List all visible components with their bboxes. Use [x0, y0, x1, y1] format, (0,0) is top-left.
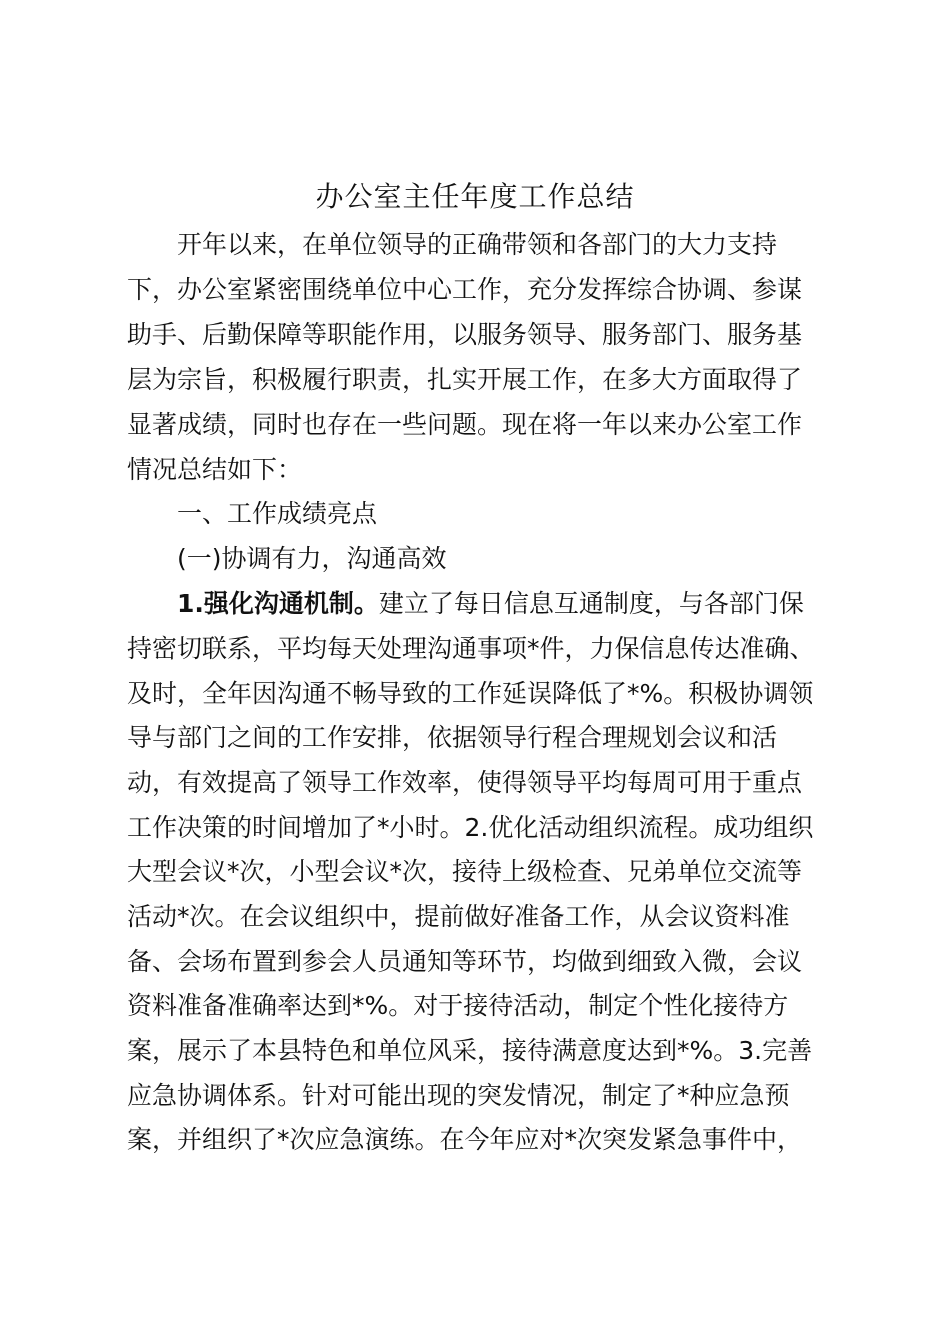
paragraph-line: 备、会场布置到参会人员通知等环节，均做到细致入微，会议: [127, 947, 803, 976]
paragraph-line: 开年以来，在单位领导的正确带领和各部门的大力支持: [177, 230, 778, 259]
paragraph-text: 建立了每日信息互通制度，与各部门保: [378, 589, 804, 618]
paragraph-line: 导与部门之间的工作安排，依据领导行程合理规划会议和活: [127, 723, 778, 752]
paragraph-line: 案，展示了本县特色和单位风采，接待满意度达到*%。3.完善: [127, 1036, 813, 1065]
paragraph-line: 案，并组织了*次应急演练。在今年应对*次突发紧急事件中，: [127, 1125, 803, 1154]
paragraph-line: 情况总结如下：: [127, 455, 303, 484]
paragraph-line: 大型会议*次，小型会议*次，接待上级检查、兄弟单位交流等: [127, 857, 803, 886]
paragraph-line: 及时，全年因沟通不畅导致的工作延误降低了*%。积极协调领: [127, 679, 814, 708]
paragraph-line: 显著成绩，同时也存在一些问题。现在将一年以来办公室工作: [127, 410, 803, 439]
paragraph-line: 层为宗旨，积极履行职责，扎实开展工作，在多大方面取得了: [127, 365, 803, 394]
document-title: 办公室主任年度工作总结: [315, 180, 635, 213]
paragraph-line: [177, 582, 804, 626]
section-heading: 一、工作成绩亮点: [177, 499, 378, 528]
paragraph-line: 助手、后勤保障等职能作用，以服务领导、服务部门、服务基: [127, 320, 803, 349]
paragraph-line: 资料准备准确率达到*%。对于接待活动，制定个性化接待方: [127, 991, 789, 1020]
bold-lead: 1.强化沟通机制。: [177, 589, 379, 618]
paragraph-line: 活动*次。在会议组织中，提前做好准备工作，从会议资料准: [127, 902, 790, 931]
subsection-heading: (一)协调有力，沟通高效: [177, 544, 447, 573]
paragraph-line: 持密切联系，平均每天处理沟通事项*件，力保信息传达准确、: [127, 634, 815, 663]
paragraph-line: 工作决策的时间增加了*小时。2.优化活动组织流程。成功组织: [127, 813, 814, 842]
paragraph-line: 应急协调体系。针对可能出现的突发情况，制定了*种应急预: [127, 1081, 790, 1110]
paragraph-line: 动，有效提高了领导工作效率，使得领导平均每周可用于重点: [127, 768, 803, 797]
paragraph-line: 下，办公室紧密围绕单位中心工作，充分发挥综合协调、参谋: [127, 275, 803, 304]
